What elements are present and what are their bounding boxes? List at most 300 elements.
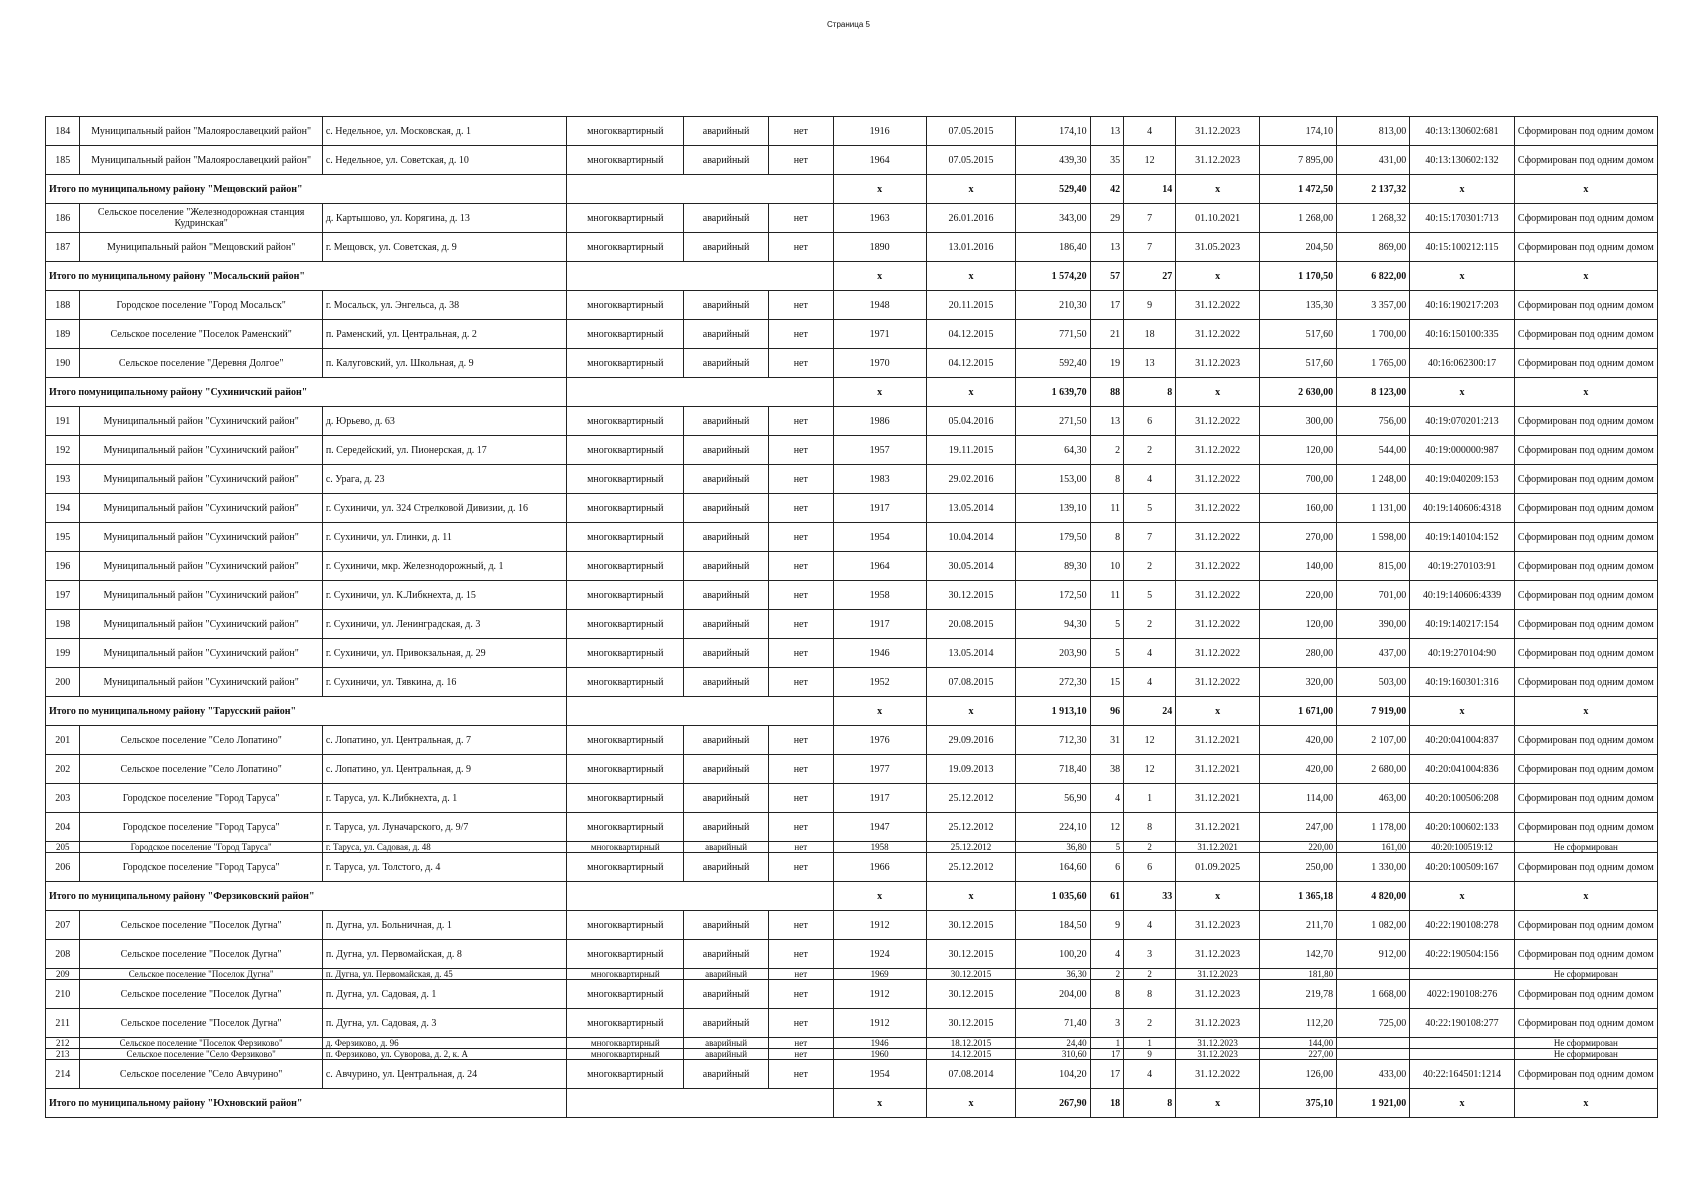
building-type-cell: многоквартирный [567,465,684,494]
area-cell: 164,60 [1016,853,1090,882]
row-number-cell: 206 [46,853,80,882]
page-number: Страница 5 [827,20,870,29]
flag-cell: нет [768,853,833,882]
subtotal-residents-cell: 61 [1090,882,1123,911]
address-cell: п. Дугна, ул. Больничная, д. 1 [322,911,566,940]
area-cell: 24,40 [1016,1038,1090,1049]
building-type-cell: многоквартирный [567,726,684,755]
status-cell: аварийный [684,552,769,581]
building-type-cell: многоквартирный [567,853,684,882]
residents-count-cell: 5 [1090,639,1123,668]
subtotal-x-cell: x [1514,882,1657,911]
table-row [46,980,1658,1009]
apartments-count-cell: 4 [1124,911,1176,940]
flag-cell: нет [768,204,833,233]
cadastral-number-cell: 40:19:270103:91 [1410,552,1514,581]
area-cell: 271,50 [1016,407,1090,436]
status-cell: аварийный [684,1038,769,1049]
row-number-cell: 189 [46,320,80,349]
year-built-cell: 1917 [833,784,926,813]
table-row [46,969,1658,980]
land-status-cell: Не сформирован [1514,969,1657,980]
deadline-cell: 31.12.2023 [1176,1009,1260,1038]
cadastral-number-cell: 40:20:100519:12 [1410,842,1514,853]
residents-count-cell: 13 [1090,233,1123,262]
area-cell: 172,50 [1016,581,1090,610]
residents-count-cell: 11 [1090,581,1123,610]
address-cell: г. Таруса, ул. Садовая, д. 48 [322,842,566,853]
deadline-cell: 31.12.2023 [1176,980,1260,1009]
land-status-cell: Сформирован под одним домом [1514,523,1657,552]
area-cell: 272,30 [1016,668,1090,697]
municipality-cell: Муниципальный район "Сухиничский район" [80,436,322,465]
cadastral-number-cell: 40:22:190108:277 [1410,1009,1514,1038]
subtotal-apartments-cell: 33 [1124,882,1176,911]
address-cell: г. Сухиничи, ул. Привокзальная, д. 29 [322,639,566,668]
flag-cell: нет [768,320,833,349]
table-row [46,610,1658,639]
subtotal-x-cell: x [1514,175,1657,204]
area-cell: 71,40 [1016,1009,1090,1038]
municipality-cell: Сельское поселение "Поселок Дугна" [80,969,322,980]
cadastral-number-cell [1410,1038,1514,1049]
apartments-count-cell: 4 [1124,465,1176,494]
status-cell: аварийный [684,980,769,1009]
address-cell: г. Сухиничи, ул. Глинки, д. 11 [322,523,566,552]
flag-cell: нет [768,291,833,320]
table-row [46,494,1658,523]
residents-count-cell: 4 [1090,940,1123,969]
status-cell: аварийный [684,911,769,940]
apartments-count-cell: 2 [1124,1009,1176,1038]
address-cell: г. Сухиничи, ул. Ленинградская, д. 3 [322,610,566,639]
land-area-cell: 300,00 [1259,407,1336,436]
value-cell: 3 357,00 [1337,291,1410,320]
cadastral-number-cell: 40:13:130602:681 [1410,117,1514,146]
address-cell: п. Раменский, ул. Центральная, д. 2 [322,320,566,349]
residents-count-cell: 8 [1090,980,1123,1009]
housing-register-table [45,116,1658,1118]
status-cell: аварийный [684,465,769,494]
residents-count-cell: 38 [1090,755,1123,784]
year-built-cell: 1912 [833,980,926,1009]
apartments-count-cell: 5 [1124,581,1176,610]
subtotal-land-area-cell: 2 630,00 [1259,378,1336,407]
value-cell: 437,00 [1337,639,1410,668]
area-cell: 56,90 [1016,784,1090,813]
land-area-cell: 211,70 [1259,911,1336,940]
table-row [46,233,1658,262]
area-cell: 100,20 [1016,940,1090,969]
municipality-cell: Муниципальный район "Сухиничский район" [80,610,322,639]
row-number-cell: 196 [46,552,80,581]
area-cell: 210,30 [1016,291,1090,320]
table-row [46,523,1658,552]
subtotal-land-area-cell: 1 365,18 [1259,882,1336,911]
subtotal-residents-cell: 42 [1090,175,1123,204]
row-number-cell: 195 [46,523,80,552]
row-number-cell: 213 [46,1049,80,1060]
subtotal-x-cell: x [833,378,926,407]
recognition-date-cell: 19.11.2015 [926,436,1016,465]
residents-count-cell: 10 [1090,552,1123,581]
subtotal-x-cell: x [833,697,926,726]
residents-count-cell: 29 [1090,204,1123,233]
residents-count-cell: 3 [1090,1009,1123,1038]
subtotal-row [46,262,1658,291]
row-number-cell: 211 [46,1009,80,1038]
subtotal-row [46,175,1658,204]
row-number-cell: 185 [46,146,80,175]
subtotal-empty-cell [567,1089,833,1118]
subtotal-apartments-cell: 24 [1124,697,1176,726]
apartments-count-cell: 2 [1124,842,1176,853]
recognition-date-cell: 29.09.2016 [926,726,1016,755]
area-cell: 89,30 [1016,552,1090,581]
deadline-cell: 31.12.2021 [1176,813,1260,842]
value-cell: 756,00 [1337,407,1410,436]
recognition-date-cell: 25.12.2012 [926,853,1016,882]
table-row [46,755,1658,784]
apartments-count-cell: 4 [1124,1060,1176,1089]
table-row [46,117,1658,146]
row-number-cell: 197 [46,581,80,610]
value-cell: 1 082,00 [1337,911,1410,940]
residents-count-cell: 2 [1090,436,1123,465]
flag-cell: нет [768,1038,833,1049]
cadastral-number-cell: 40:19:070201:213 [1410,407,1514,436]
subtotal-x-cell: x [1410,697,1514,726]
subtotal-x-cell: x [1514,697,1657,726]
recognition-date-cell: 30.12.2015 [926,1009,1016,1038]
municipality-cell: Сельское поселение "Железнодорожная станция Кудринская" [80,204,322,233]
land-area-cell: 227,00 [1259,1049,1336,1060]
municipality-cell: Муниципальный район "Малоярославецкий район" [80,146,322,175]
recognition-date-cell: 20.11.2015 [926,291,1016,320]
apartments-count-cell: 2 [1124,969,1176,980]
table-row [46,320,1658,349]
municipality-cell: Сельское поселение "Поселок Дугна" [80,1009,322,1038]
deadline-cell: 31.12.2021 [1176,755,1260,784]
land-area-cell: 126,00 [1259,1060,1336,1089]
apartments-count-cell: 1 [1124,1038,1176,1049]
land-status-cell: Сформирован под одним домом [1514,204,1657,233]
building-type-cell: многоквартирный [567,436,684,465]
subtotal-empty-cell [567,378,833,407]
year-built-cell: 1970 [833,349,926,378]
flag-cell: нет [768,842,833,853]
subtotal-land-area-cell: 1 472,50 [1259,175,1336,204]
row-number-cell: 191 [46,407,80,436]
apartments-count-cell: 18 [1124,320,1176,349]
residents-count-cell: 19 [1090,349,1123,378]
municipality-cell: Муниципальный район "Мещовский район" [80,233,322,262]
land-area-cell: 160,00 [1259,494,1336,523]
recognition-date-cell: 10.04.2014 [926,523,1016,552]
row-number-cell: 186 [46,204,80,233]
residents-count-cell: 2 [1090,969,1123,980]
row-number-cell: 212 [46,1038,80,1049]
status-cell: аварийный [684,436,769,465]
cadastral-number-cell: 40:16:062300:17 [1410,349,1514,378]
flag-cell: нет [768,639,833,668]
subtotal-x-cell: x [1514,378,1657,407]
area-cell: 439,30 [1016,146,1090,175]
year-built-cell: 1946 [833,639,926,668]
subtotal-label: Итого по муниципальному району "Мещовский район" [46,175,567,204]
area-cell: 179,50 [1016,523,1090,552]
row-number-cell: 209 [46,969,80,980]
residents-count-cell: 17 [1090,291,1123,320]
value-cell: 725,00 [1337,1009,1410,1038]
recognition-date-cell: 25.12.2012 [926,842,1016,853]
year-built-cell: 1917 [833,610,926,639]
subtotal-x-cell: x [1514,262,1657,291]
recognition-date-cell: 30.12.2015 [926,980,1016,1009]
building-type-cell: многоквартирный [567,1060,684,1089]
subtotal-label: Итого по муниципальному району "Ферзиковский район" [46,882,567,911]
building-type-cell: многоквартирный [567,1049,684,1060]
cadastral-number-cell: 40:19:140606:4318 [1410,494,1514,523]
subtotal-x-cell: x [1176,882,1260,911]
apartments-count-cell: 4 [1124,117,1176,146]
deadline-cell: 31.12.2022 [1176,1060,1260,1089]
year-built-cell: 1960 [833,1049,926,1060]
address-cell: г. Таруса, ул. Толстого, д. 4 [322,853,566,882]
cadastral-number-cell: 40:20:041004:837 [1410,726,1514,755]
subtotal-apartments-cell: 27 [1124,262,1176,291]
cadastral-number-cell: 40:19:040209:153 [1410,465,1514,494]
land-area-cell: 120,00 [1259,436,1336,465]
municipality-cell: Городское поселение "Город Таруса" [80,853,322,882]
table-row [46,204,1658,233]
deadline-cell: 01.09.2025 [1176,853,1260,882]
municipality-cell: Муниципальный район "Сухиничский район" [80,668,322,697]
building-type-cell: многоквартирный [567,813,684,842]
subtotal-empty-cell [567,697,833,726]
address-cell: п. Дугна, ул. Садовая, д. 3 [322,1009,566,1038]
address-cell: г. Таруса, ул. Луначарского, д. 9/7 [322,813,566,842]
land-area-cell: 1 268,00 [1259,204,1336,233]
subtotal-row [46,882,1658,911]
building-type-cell: многоквартирный [567,969,684,980]
value-cell: 390,00 [1337,610,1410,639]
value-cell [1337,1038,1410,1049]
year-built-cell: 1983 [833,465,926,494]
recognition-date-cell: 30.12.2015 [926,581,1016,610]
land-area-cell: 142,70 [1259,940,1336,969]
subtotal-residents-cell: 96 [1090,697,1123,726]
cadastral-number-cell: 40:19:140606:4339 [1410,581,1514,610]
value-cell: 463,00 [1337,784,1410,813]
address-cell: г. Сухиничи, мкр. Железнодорожный, д. 1 [322,552,566,581]
address-cell: с. Авчурино, ул. Центральная, д. 24 [322,1060,566,1089]
flag-cell: нет [768,523,833,552]
value-cell [1337,1049,1410,1060]
recognition-date-cell: 30.12.2015 [926,940,1016,969]
flag-cell: нет [768,1060,833,1089]
land-status-cell: Сформирован под одним домом [1514,581,1657,610]
building-type-cell: многоквартирный [567,146,684,175]
subtotal-x-cell: x [1410,262,1514,291]
status-cell: аварийный [684,117,769,146]
cadastral-number-cell [1410,1049,1514,1060]
subtotal-empty-cell [567,262,833,291]
municipality-cell: Городское поселение "Город Таруса" [80,842,322,853]
residents-count-cell: 17 [1090,1060,1123,1089]
subtotal-label: Итого помуниципальному району "Сухиничский район" [46,378,567,407]
area-cell: 184,50 [1016,911,1090,940]
recognition-date-cell: 30.12.2015 [926,911,1016,940]
value-cell: 503,00 [1337,668,1410,697]
land-area-cell: 420,00 [1259,726,1336,755]
cadastral-number-cell: 40:13:130602:132 [1410,146,1514,175]
address-cell: д. Картышово, ул. Корягина, д. 13 [322,204,566,233]
subtotal-x-cell: x [833,262,926,291]
year-built-cell: 1954 [833,1060,926,1089]
cadastral-number-cell: 40:22:190504:156 [1410,940,1514,969]
deadline-cell: 31.12.2023 [1176,146,1260,175]
status-cell: аварийный [684,940,769,969]
municipality-cell: Муниципальный район "Сухиничский район" [80,581,322,610]
building-type-cell: многоквартирный [567,911,684,940]
subtotal-empty-cell [567,882,833,911]
municipality-cell: Городское поселение "Город Таруса" [80,813,322,842]
land-area-cell: 204,50 [1259,233,1336,262]
year-built-cell: 1954 [833,523,926,552]
subtotal-x-cell: x [926,697,1016,726]
status-cell: аварийный [684,969,769,980]
municipality-cell: Муниципальный район "Сухиничский район" [80,552,322,581]
row-number-cell: 199 [46,639,80,668]
deadline-cell: 31.12.2023 [1176,1049,1260,1060]
land-status-cell: Сформирован под одним домом [1514,552,1657,581]
table-row [46,552,1658,581]
land-area-cell: 144,00 [1259,1038,1336,1049]
address-cell: с. Лопатино, ул. Центральная, д. 9 [322,755,566,784]
deadline-cell: 31.12.2022 [1176,436,1260,465]
residents-count-cell: 8 [1090,465,1123,494]
deadline-cell: 31.12.2022 [1176,668,1260,697]
apartments-count-cell: 1 [1124,784,1176,813]
building-type-cell: многоквартирный [567,755,684,784]
land-status-cell: Сформирован под одним домом [1514,146,1657,175]
cadastral-number-cell: 40:19:140104:152 [1410,523,1514,552]
building-type-cell: многоквартирный [567,639,684,668]
flag-cell: нет [768,726,833,755]
apartments-count-cell: 12 [1124,726,1176,755]
building-type-cell: многоквартирный [567,784,684,813]
year-built-cell: 1958 [833,581,926,610]
apartments-count-cell: 8 [1124,980,1176,1009]
cadastral-number-cell: 40:15:100212:115 [1410,233,1514,262]
deadline-cell: 31.12.2022 [1176,610,1260,639]
cadastral-number-cell: 40:20:100602:133 [1410,813,1514,842]
flag-cell: нет [768,407,833,436]
land-status-cell: Сформирован под одним домом [1514,940,1657,969]
value-cell: 2 680,00 [1337,755,1410,784]
land-status-cell: Сформирован под одним домом [1514,784,1657,813]
subtotal-x-cell: x [926,1089,1016,1118]
flag-cell: нет [768,436,833,465]
table-row [46,842,1658,853]
land-status-cell: Сформирован под одним домом [1514,639,1657,668]
subtotal-x-cell: x [1410,175,1514,204]
cadastral-number-cell: 40:19:160301:316 [1410,668,1514,697]
land-status-cell: Сформирован под одним домом [1514,610,1657,639]
value-cell: 1 765,00 [1337,349,1410,378]
subtotal-x-cell: x [833,882,926,911]
value-cell: 544,00 [1337,436,1410,465]
value-cell: 1 330,00 [1337,853,1410,882]
land-status-cell: Сформирован под одним домом [1514,911,1657,940]
flag-cell: нет [768,117,833,146]
address-cell: с. Недельное, ул. Московская, д. 1 [322,117,566,146]
year-built-cell: 1957 [833,436,926,465]
recognition-date-cell: 05.04.2016 [926,407,1016,436]
status-cell: аварийный [684,146,769,175]
row-number-cell: 201 [46,726,80,755]
area-cell: 203,90 [1016,639,1090,668]
address-cell: г. Сухиничи, ул. К.Либкнехта, д. 15 [322,581,566,610]
subtotal-x-cell: x [1410,378,1514,407]
row-number-cell: 193 [46,465,80,494]
recognition-date-cell: 13.01.2016 [926,233,1016,262]
land-status-cell: Сформирован под одним домом [1514,349,1657,378]
value-cell: 1 700,00 [1337,320,1410,349]
deadline-cell: 31.12.2023 [1176,940,1260,969]
deadline-cell: 31.12.2021 [1176,784,1260,813]
year-built-cell: 1912 [833,911,926,940]
year-built-cell: 1948 [833,291,926,320]
recognition-date-cell: 19.09.2013 [926,755,1016,784]
building-type-cell: многоквартирный [567,940,684,969]
address-cell: п. Дугна, ул. Первомайская, д. 8 [322,940,566,969]
residents-count-cell: 5 [1090,610,1123,639]
year-built-cell: 1977 [833,755,926,784]
year-built-cell: 1917 [833,494,926,523]
area-cell: 174,10 [1016,117,1090,146]
subtotal-value-cell: 7 919,00 [1337,697,1410,726]
recognition-date-cell: 25.12.2012 [926,813,1016,842]
subtotal-x-cell: x [833,175,926,204]
municipality-cell: Городское поселение "Город Таруса" [80,784,322,813]
recognition-date-cell: 26.01.2016 [926,204,1016,233]
building-type-cell: многоквартирный [567,552,684,581]
cadastral-number-cell: 40:22:190108:278 [1410,911,1514,940]
cadastral-number-cell: 40:22:164501:1214 [1410,1060,1514,1089]
apartments-count-cell: 2 [1124,552,1176,581]
year-built-cell: 1916 [833,117,926,146]
land-status-cell: Сформирован под одним домом [1514,726,1657,755]
subtotal-value-cell: 1 921,00 [1337,1089,1410,1118]
flag-cell: нет [768,1049,833,1060]
land-status-cell: Не сформирован [1514,1049,1657,1060]
recognition-date-cell: 04.12.2015 [926,320,1016,349]
recognition-date-cell: 07.08.2015 [926,668,1016,697]
table-row [46,1060,1658,1089]
flag-cell: нет [768,911,833,940]
value-cell: 433,00 [1337,1060,1410,1089]
year-built-cell: 1964 [833,146,926,175]
year-built-cell: 1958 [833,842,926,853]
area-cell: 592,40 [1016,349,1090,378]
land-area-cell: 135,30 [1259,291,1336,320]
deadline-cell: 31.12.2022 [1176,407,1260,436]
land-status-cell: Не сформирован [1514,1038,1657,1049]
row-number-cell: 184 [46,117,80,146]
table-row [46,146,1658,175]
